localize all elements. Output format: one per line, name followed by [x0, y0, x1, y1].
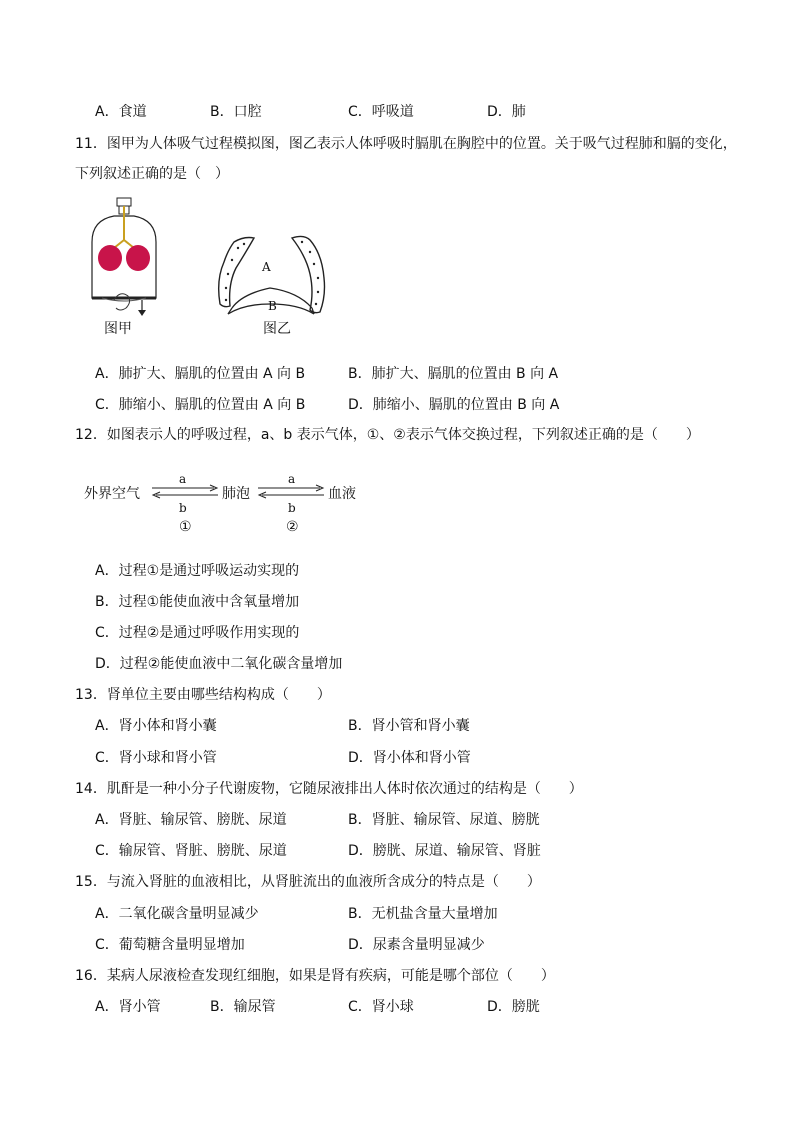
q11-option-a: A．肺扩大、膈肌的位置由 A 向 B	[95, 366, 306, 382]
q12-option-d: D．过程②能使血液中二氧化碳含量增加	[95, 656, 343, 672]
q14-option-c: C．输尿管、肾脏、膀胱、尿道	[95, 843, 287, 859]
bell-jar-model-figure	[84, 196, 164, 318]
q15-option-d: D．尿素含量明显减少	[348, 937, 485, 953]
q12-option-c: C．过程②是通过呼吸作用实现的	[95, 625, 300, 641]
gas-b-label-1: b	[179, 501, 187, 515]
q15-option-c: C．葡萄糖含量明显增加	[95, 937, 245, 953]
q16-option-a: A．肾小管	[95, 999, 161, 1015]
arrow-pair-2	[256, 484, 326, 500]
q11-stem-line1: 11．图甲为人体吸气过程模拟图，图乙表示人体呼吸时膈肌在胸腔中的位置。关于吸气过程肺和膈的变化，	[75, 136, 737, 152]
q11-option-b: B．肺扩大、膈肌的位置由 B 向 A	[348, 366, 559, 382]
q15-option-b: B．无机盐含量大量增加	[348, 906, 498, 922]
arrow-pair-1	[150, 484, 220, 500]
q14-stem: 14．肌酐是一种小分子代谢废物，它随尿液排出人体时依次通过的结构是（ ）	[75, 781, 583, 797]
q16-stem: 16．某病人尿液检查发现红细胞，如果是肾有疾病，可能是哪个部位（ ）	[75, 968, 555, 984]
q10-option-a: A．食道	[95, 104, 147, 120]
figure-jia-caption: 图甲	[104, 321, 132, 337]
figure-yi-label-b: B	[268, 299, 277, 313]
q15-stem: 15．与流入肾脏的血液相比，从肾脏流出的血液所含成分的特点是（ ）	[75, 874, 541, 890]
q12-stem: 12．如图表示人的呼吸过程，a、b 表示气体，①、②表示气体交换过程，下列叙述正确的是（ ）	[75, 427, 700, 443]
diagram-alveoli: 肺泡	[222, 486, 250, 502]
q13-option-c: C．肾小球和肾小管	[95, 750, 217, 766]
q13-option-a: A．肾小体和肾小囊	[95, 718, 217, 734]
q12-option-a: A．过程①是通过呼吸运动实现的	[95, 563, 300, 579]
gas-a-label-1: a	[179, 472, 187, 486]
q10-option-d: D．肺	[487, 104, 526, 120]
q14-option-a: A．肾脏、输尿管、膀胱、尿道	[95, 812, 287, 828]
q10-option-c: C．呼吸道	[348, 104, 414, 120]
process-1-label: ①	[179, 519, 192, 535]
figure-yi-label-a: A	[262, 260, 271, 274]
q11-stem-line2: 下列叙述正确的是（ ）	[75, 166, 229, 182]
q11-option-d: D．肺缩小、膈肌的位置由 B 向 A	[348, 397, 560, 413]
figure-yi-caption: 图乙	[263, 321, 291, 337]
q13-option-b: B．肾小管和肾小囊	[348, 718, 470, 734]
q13-option-d: D．肾小体和肾小管	[348, 750, 471, 766]
q16-option-b: B．输尿管	[210, 999, 276, 1015]
q15-option-a: A．二氧化碳含量明显减少	[95, 906, 259, 922]
q16-option-d: D．膀胱	[487, 999, 540, 1015]
process-2-label: ②	[286, 519, 299, 535]
q16-option-c: C．肾小球	[348, 999, 414, 1015]
q13-stem: 13．肾单位主要由哪些结构构成（ ）	[75, 687, 331, 703]
q14-option-d: D．膀胱、尿道、输尿管、肾脏	[348, 843, 541, 859]
diagram-blood: 血液	[328, 486, 356, 502]
q10-option-b: B．口腔	[210, 104, 262, 120]
q11-option-c: C．肺缩小、膈肌的位置由 A 向 B	[95, 397, 306, 413]
q12-option-b: B．过程①能使血液中含氧量增加	[95, 594, 300, 610]
diagram-outside-air: 外界空气	[84, 486, 140, 502]
q14-option-b: B．肾脏、输尿管、尿道、膀胱	[348, 812, 540, 828]
gas-a-label-2: a	[288, 472, 296, 486]
gas-b-label-2: b	[288, 501, 296, 515]
